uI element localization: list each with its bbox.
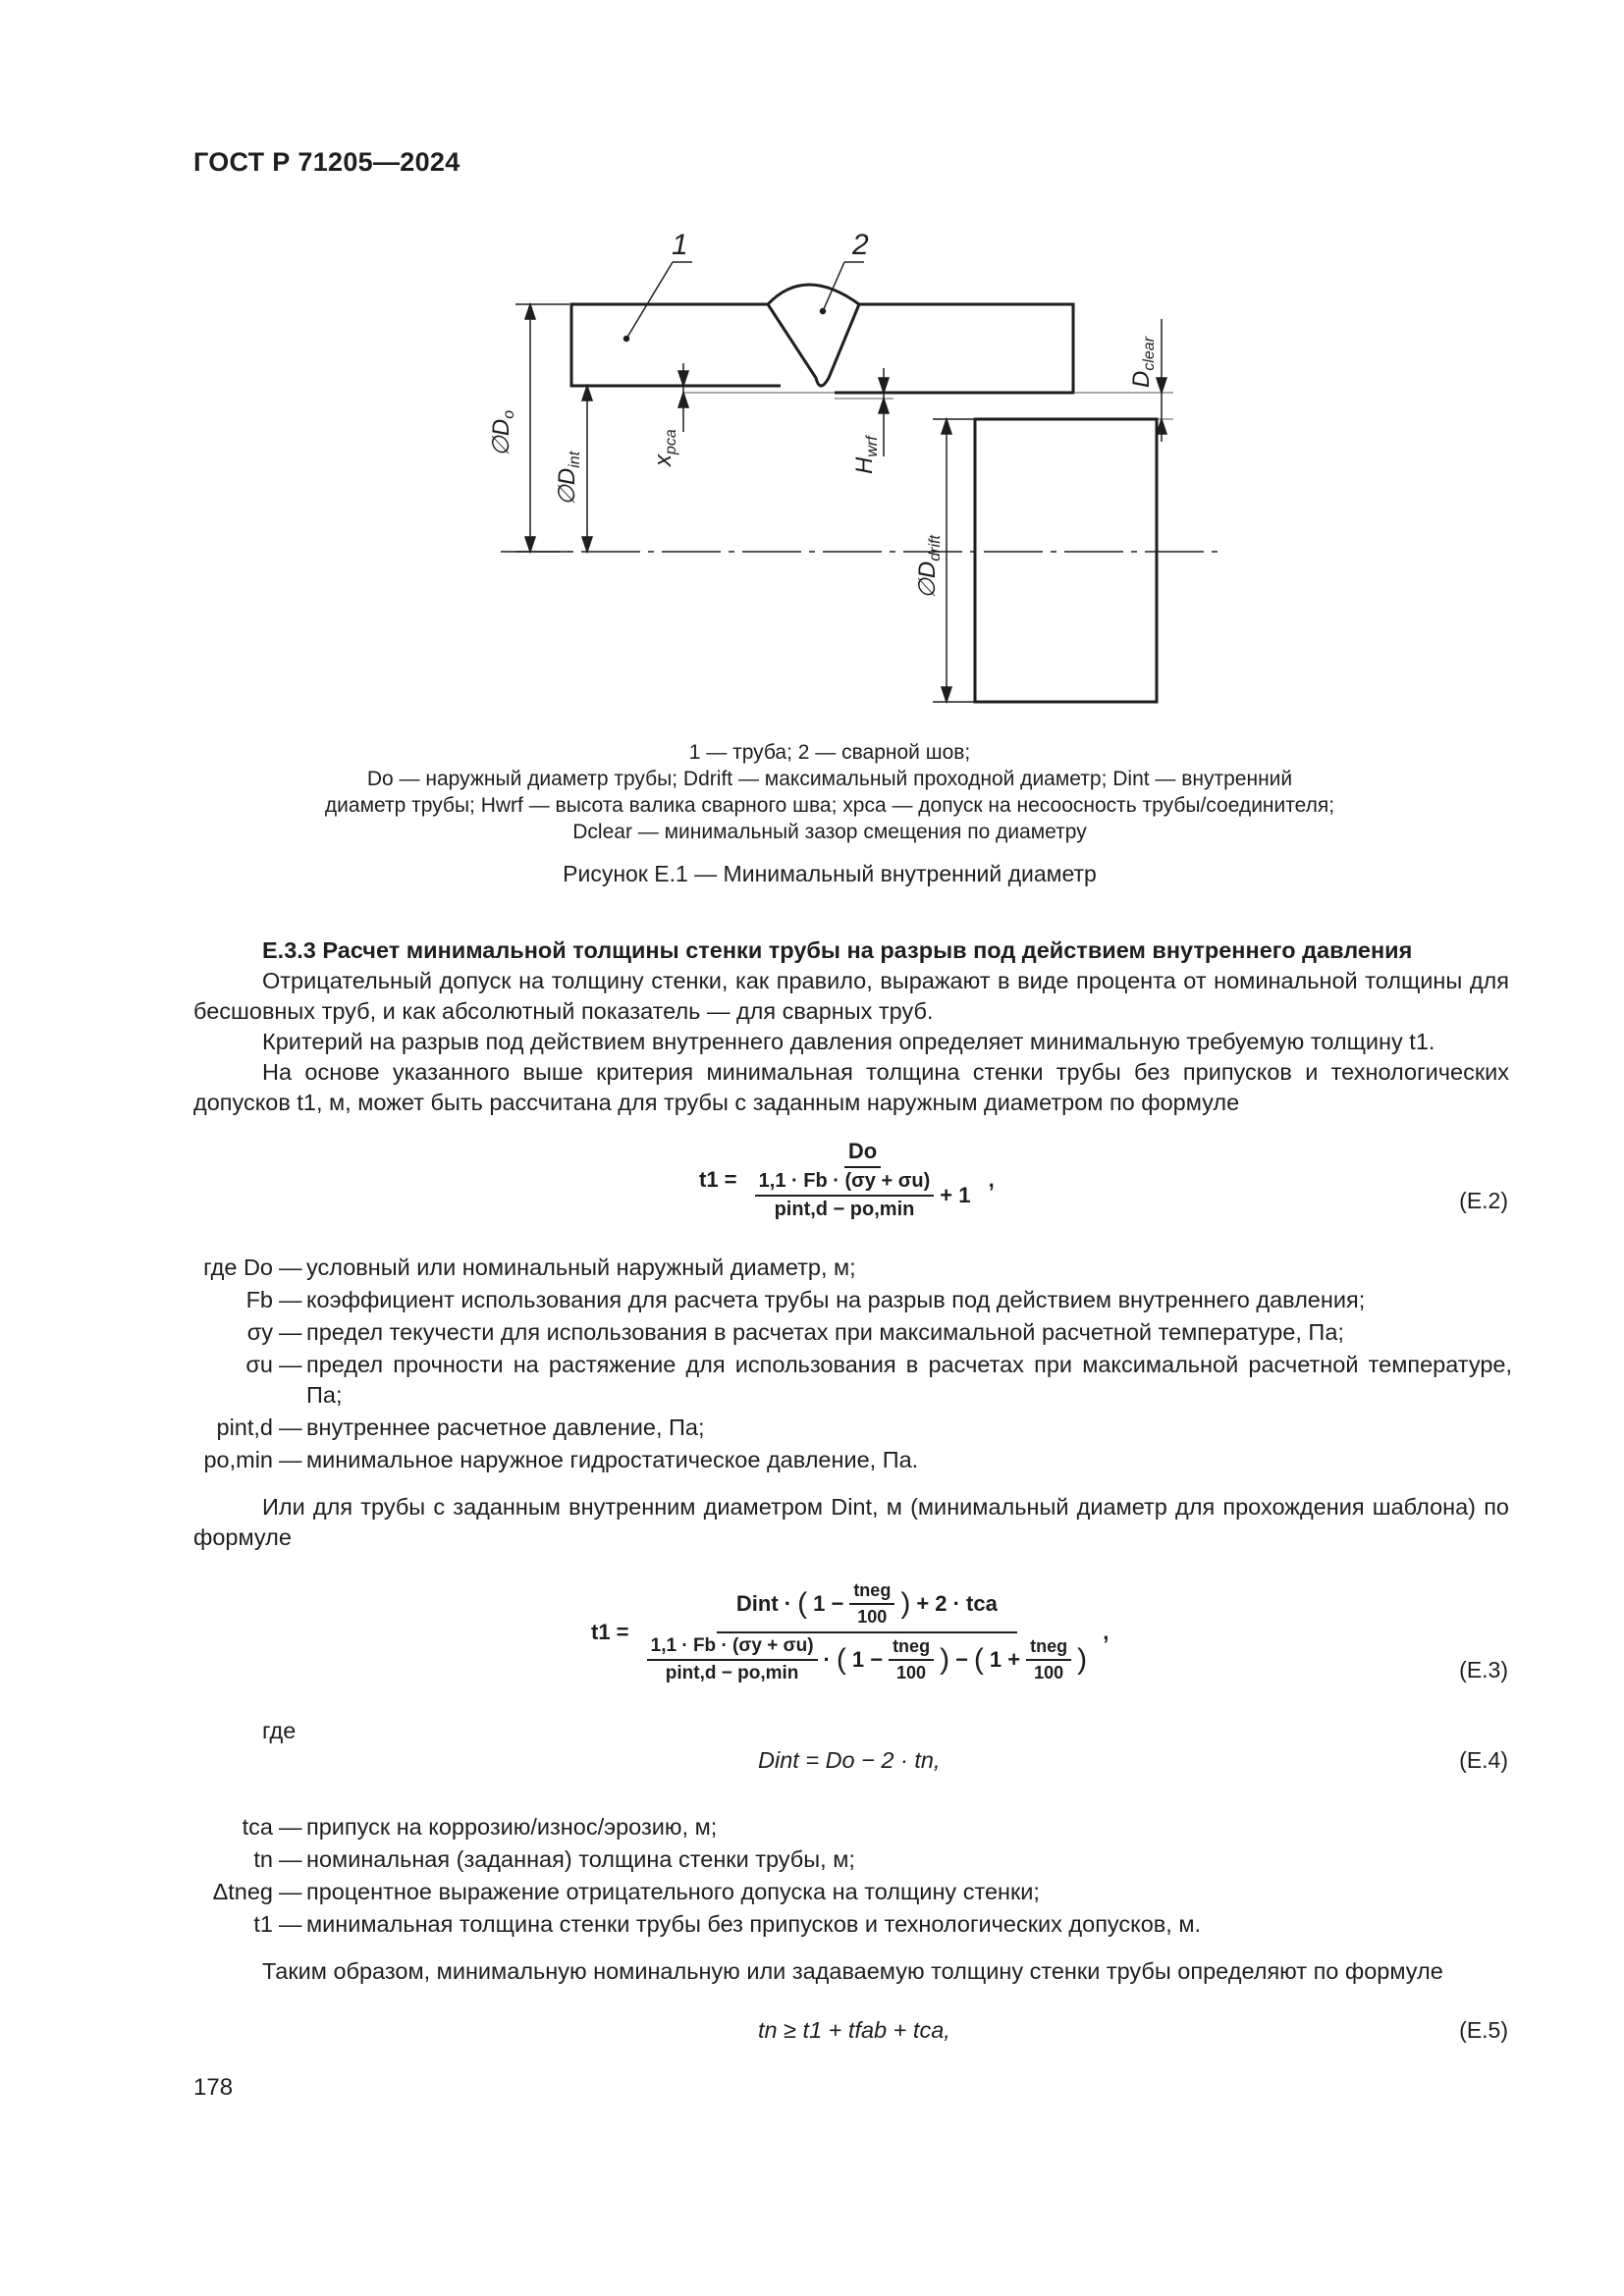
definition-row: Fb — коэффициент использования для расчета трубы на разрыв под действием внутреннего давления; xyxy=(245,1287,1366,1312)
label-do: $\emptyset D_o$ xyxy=(488,409,517,456)
eq2-inner-denominator: pint,d − po,min xyxy=(774,1199,915,1220)
equation-e2 xyxy=(699,1139,995,1221)
right-pipe-wall xyxy=(835,304,1073,393)
definition-row: pint,d — внутреннее расчетное давление, Па; xyxy=(216,1415,705,1440)
definition-row: t1 — минимальная толщина стенки трубы без припусков и технологических допусков, м. xyxy=(253,1911,1202,1937)
equation-e5-label: (Е.5) xyxy=(1459,2017,1508,2043)
eq2-comma: , xyxy=(988,1167,995,1192)
definitions-list-1 xyxy=(157,1253,1512,1477)
equation-e2-label: (Е.2) xyxy=(1459,1188,1508,1213)
equation-e3: t1 = Dint · ( 1 − $\frac{\text{tneg}}{100}$ ) + 2 · tca $\frac{1,1 \cdot Fb \cdot (\sigma y + \sigma u)}{\text{pint,d − po,min}}$ · ( 1 − $\frac{\text{tneg}}{100}$ ) − ( 1 + $\frac{\text{tneg}}{100}$ ) , xyxy=(591,1580,1110,1683)
label-hwrf: $H_{wrf}$ xyxy=(851,436,881,474)
paragraph-2: Критерий на разрыв под действием внутреннего давления определяет минимальную требуемую толщину t1. xyxy=(262,1029,1435,1054)
equation-e4-label: (Е.4) xyxy=(1459,1747,1508,1773)
paragraph-4: Или для трубы с заданным внутренним диаметром Dint, м (минимальный диаметр для прохождения шаблона) по формуле xyxy=(193,1494,1509,1550)
weld-diagram xyxy=(461,221,1247,712)
label-dclear: $D_{clear}$ xyxy=(1128,336,1158,388)
where-label: где xyxy=(262,1718,297,1743)
drift-gauge-box xyxy=(975,419,1157,702)
paragraph-3: На основе указанного выше критерия минимальная толщина стенки трубы без припусков и технологических допусков t1, м, может быть рассчитана для трубы с заданным наружным диаметром по формуле xyxy=(193,1059,1509,1115)
definition-row: где Do — условный или номинальный наружный диаметр, м; xyxy=(203,1255,856,1280)
equation-e4: Dint = Do − 2 · tn, xyxy=(758,1747,941,1773)
label-dint: $\emptyset D_{int}$ xyxy=(554,451,583,506)
definition-row: σu — предел прочности на растяжение для использования в расчетах при максимальной расчетной температуре, Па; xyxy=(245,1352,1512,1408)
figure-legend-line-2: Do — наружный диаметр трубы; Ddrift — максимальный проходной диаметр; Dint — внутренний xyxy=(366,768,1293,790)
figure-label-1: 1 xyxy=(672,229,688,261)
eq3-lhs: t1 = xyxy=(591,1620,629,1644)
definition-row: po,min — минимальное наружное гидростатическое давление, Па. xyxy=(203,1447,919,1472)
section-heading: Е.3.3 Расчет минимальной толщины стенки трубы на разрыв под действием внутреннего давления xyxy=(262,937,1413,963)
figure-legend-line-4: Dclear — минимальный зазор смещения по диаметру xyxy=(572,821,1087,843)
definition-row: σy — предел текучести для использования в расчетах при максимальной расчетной температуре, Па; xyxy=(246,1319,1344,1345)
figure-caption: Рисунок Е.1 — Минимальный внутренний диаметр xyxy=(563,861,1097,886)
definition-row: Δtneg — процентное выражение отрицательного допуска на толщину стенки; xyxy=(212,1879,1040,1904)
left-pipe-wall xyxy=(571,304,781,386)
paragraph-5: Таким образом, минимальную номинальную или задаваемую толщину стенки трубы определяют по формуле xyxy=(262,1958,1443,1984)
figure-legend-line-3: диаметр трубы; Hwrf — высота валика сварного шва; xpca — допуск на несоосность трубы/соединителя; xyxy=(324,794,1335,817)
paragraph-1: Отрицательный допуск на толщину стенки, как правило, выражают в виде процента от номинальной толщины для бесшовных труб, и как абсолютный показатель — для сварных труб. xyxy=(193,968,1509,1024)
document-header: ГОСТ Р 71205—2024 xyxy=(193,147,460,177)
page-number: 178 xyxy=(193,2074,234,2101)
weld-crown xyxy=(768,285,859,304)
eq2-plus-one: + 1 xyxy=(940,1183,971,1207)
equation-e3-label: (Е.3) xyxy=(1459,1657,1508,1682)
eq2-inner-numerator: 1,1 · Fb · (σy + σu) xyxy=(755,1170,935,1197)
label-ddrift: $\emptyset D_{drift}$ xyxy=(914,535,944,599)
definition-row: tn — номинальная (заданная) толщина стенки трубы, м; xyxy=(253,1846,855,1872)
figure-label-2: 2 xyxy=(852,229,869,261)
definitions-list-2 xyxy=(157,1812,1512,1942)
definition-row: tca — припуск на коррозию/износ/эрозию, м; xyxy=(242,1814,718,1840)
eq2-numerator: Do xyxy=(844,1139,881,1168)
figure-legend-line-1: 1 — труба; 2 — сварной шов; xyxy=(688,741,971,764)
equation-e5: tn ≥ t1 + tfab + tca, xyxy=(758,2017,950,2043)
eq2-lhs: t1 = xyxy=(699,1167,737,1192)
weld-root xyxy=(768,304,859,386)
label-xpca: $x_{pca}$ xyxy=(650,429,679,466)
